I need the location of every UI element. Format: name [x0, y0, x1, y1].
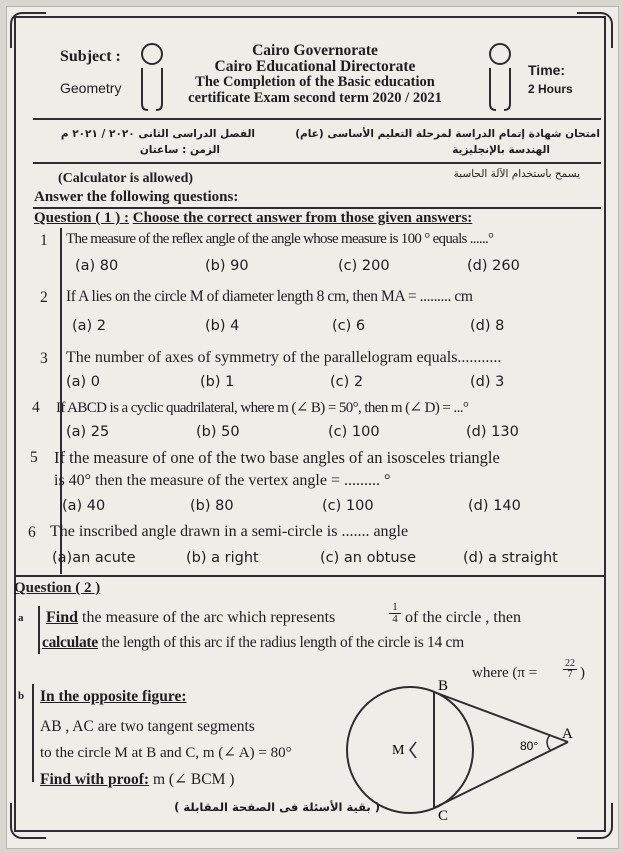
item-2-option-c: (c) 6	[332, 318, 366, 334]
item-6-option-d: (d) a straight	[463, 550, 558, 566]
corner-ornament	[10, 803, 46, 839]
item-2-option-a: (a) 2	[72, 318, 107, 334]
part-b-line-3: Find with proof: m (∠ BCM )	[40, 771, 235, 788]
item-5-option-d: (d) 140	[468, 498, 521, 514]
item-2-option-b: (b) 4	[205, 318, 240, 334]
part-a-bar	[38, 606, 40, 654]
divider	[33, 207, 601, 209]
part-a-line-2: calculate the length of this arc if the radius length of the circle is 14 cm	[42, 634, 464, 651]
item-2-option-d: (d) 8	[470, 318, 505, 334]
subject-value: Geometry	[60, 80, 122, 96]
angle-arc	[547, 735, 550, 750]
part-b-bar	[32, 684, 34, 782]
header-line-2: Cairo Educational Directorate	[214, 58, 416, 75]
item-1-option-c: (c) 200	[338, 258, 390, 274]
item-3-text: The number of axes of symmetry of the parallelogram equals...........	[66, 349, 502, 366]
item-4-option-b: (b) 50	[196, 424, 240, 440]
time-value: 2 Hours	[528, 82, 573, 96]
label-a: A	[562, 726, 573, 742]
item-1-number: 1	[40, 232, 48, 249]
arabic-exam-title: امتحان شهادة إتمام الدراسة لمرحلة التعليم الأساسى (عام)	[295, 128, 600, 140]
item-5-number: 5	[30, 449, 38, 466]
part-a-line-1-end: of the circle , then	[405, 609, 521, 626]
item-6-number: 6	[28, 524, 36, 541]
continued-note-arabic: ( بقية الأسئلة فى الصفحة المقابلة )	[174, 800, 380, 814]
item-5-option-c: (c) 100	[322, 498, 374, 514]
arabic-subject: الهندسة بالإنجليزية	[452, 144, 550, 156]
item-1-option-a: (a) 80	[75, 258, 119, 274]
pi-value-close: )	[580, 665, 585, 681]
header-bracket-right	[484, 40, 516, 112]
item-3-option-a: (a) 0	[66, 374, 101, 390]
header-line-1: Cairo Governorate	[252, 42, 378, 59]
label-c: C	[438, 808, 449, 820]
item-2-text: If A lies on the circle M of diameter length 8 cm, then MA = ......... cm	[66, 288, 473, 305]
header-line-3: The Completion of the Basic education	[195, 74, 435, 90]
item-1-option-b: (b) 90	[205, 258, 249, 274]
header-line-4: certificate Exam second term 2020 / 2021	[188, 90, 442, 106]
subject-label: Subject :	[60, 48, 121, 65]
center-mark	[410, 742, 416, 758]
question-divider	[14, 575, 604, 577]
label-angle-80: 80°	[520, 739, 539, 753]
pi-value-note: where (π =	[472, 665, 538, 681]
item-1-option-d: (d) 260	[467, 258, 520, 274]
part-b-line-1: AB , AC are two tangent segments	[40, 718, 255, 735]
item-6-option-c: (c) an obtuse	[320, 550, 417, 566]
label-b: B	[438, 680, 449, 694]
arabic-term: الفصل الدراسى الثانى ٢٠٢٠ / ٢٠٢١ م	[60, 128, 255, 140]
item-3-option-c: (c) 2	[330, 374, 364, 390]
item-4-number: 4	[32, 399, 40, 416]
part-b-line-2: to the circle M at B and C, m (∠ A) = 80°	[40, 745, 292, 761]
item-3-number: 3	[40, 350, 48, 367]
question-1-title: Question ( 1 ) : Choose the correct answer from those given answers:	[34, 210, 473, 226]
item-5-option-a: (a) 40	[62, 498, 106, 514]
arabic-time: الزمن : ساعتان	[139, 144, 220, 156]
item-3-option-b: (b) 1	[200, 374, 235, 390]
geometry-figure	[330, 680, 590, 820]
arabic-calculator-note: يسمح باستخدام الآلة الحاسبة	[453, 168, 580, 180]
item-6-text: The inscribed angle drawn in a semi-circle is ....... angle	[50, 523, 409, 540]
item-1-text: The measure of the reflex angle of the angle whose measure is 100 ° equals ......°	[66, 231, 494, 247]
item-4-text: If ABCD is a cyclic quadrilateral, where m (∠ B) = 50°, then m (∠ D) = ...°	[56, 400, 469, 416]
fraction-one-quarter: 1 4	[389, 602, 401, 625]
item-3-option-d: (d) 3	[470, 374, 505, 390]
corner-ornament	[10, 12, 46, 48]
corner-ornament	[577, 12, 613, 48]
item-6-option-a: (a)an acute	[52, 550, 136, 566]
header-divider-2	[33, 162, 601, 164]
calculator-note: (Calculator is allowed)	[58, 171, 194, 186]
time-label: Time:	[528, 62, 566, 78]
fraction-22-7: 22 7	[565, 658, 575, 680]
header-bracket-left	[136, 40, 168, 112]
question-2-title: Question ( 2 )	[14, 580, 101, 596]
item-4-option-a: (a) 25	[66, 424, 110, 440]
header-divider	[33, 118, 601, 120]
label-m: M	[392, 743, 405, 758]
tangent-ab	[434, 692, 568, 742]
part-a-label: a	[18, 612, 24, 624]
part-b-heading: In the opposite figure:	[40, 688, 187, 705]
part-b-label: b	[18, 690, 25, 702]
item-2-number: 2	[40, 289, 48, 306]
item-4-option-c: (c) 100	[328, 424, 380, 440]
item-6-option-b: (b) a right	[186, 550, 259, 566]
item-5-text-line-1: If the measure of one of the two base angles of an isosceles triangle	[54, 448, 500, 467]
item-4-option-d: (d) 130	[466, 424, 519, 440]
item-5-text-line-2: is 40° then the measure of the vertex angle = ......... °	[54, 472, 391, 489]
answer-instruction: Answer the following questions:	[34, 189, 239, 205]
item-5-option-b: (b) 80	[190, 498, 234, 514]
part-a-line-1: Find the measure of the arc which represents	[46, 609, 336, 626]
tangent-ac	[434, 742, 568, 808]
question-1-instruction: Choose the correct answer from those given answers:	[132, 210, 473, 226]
